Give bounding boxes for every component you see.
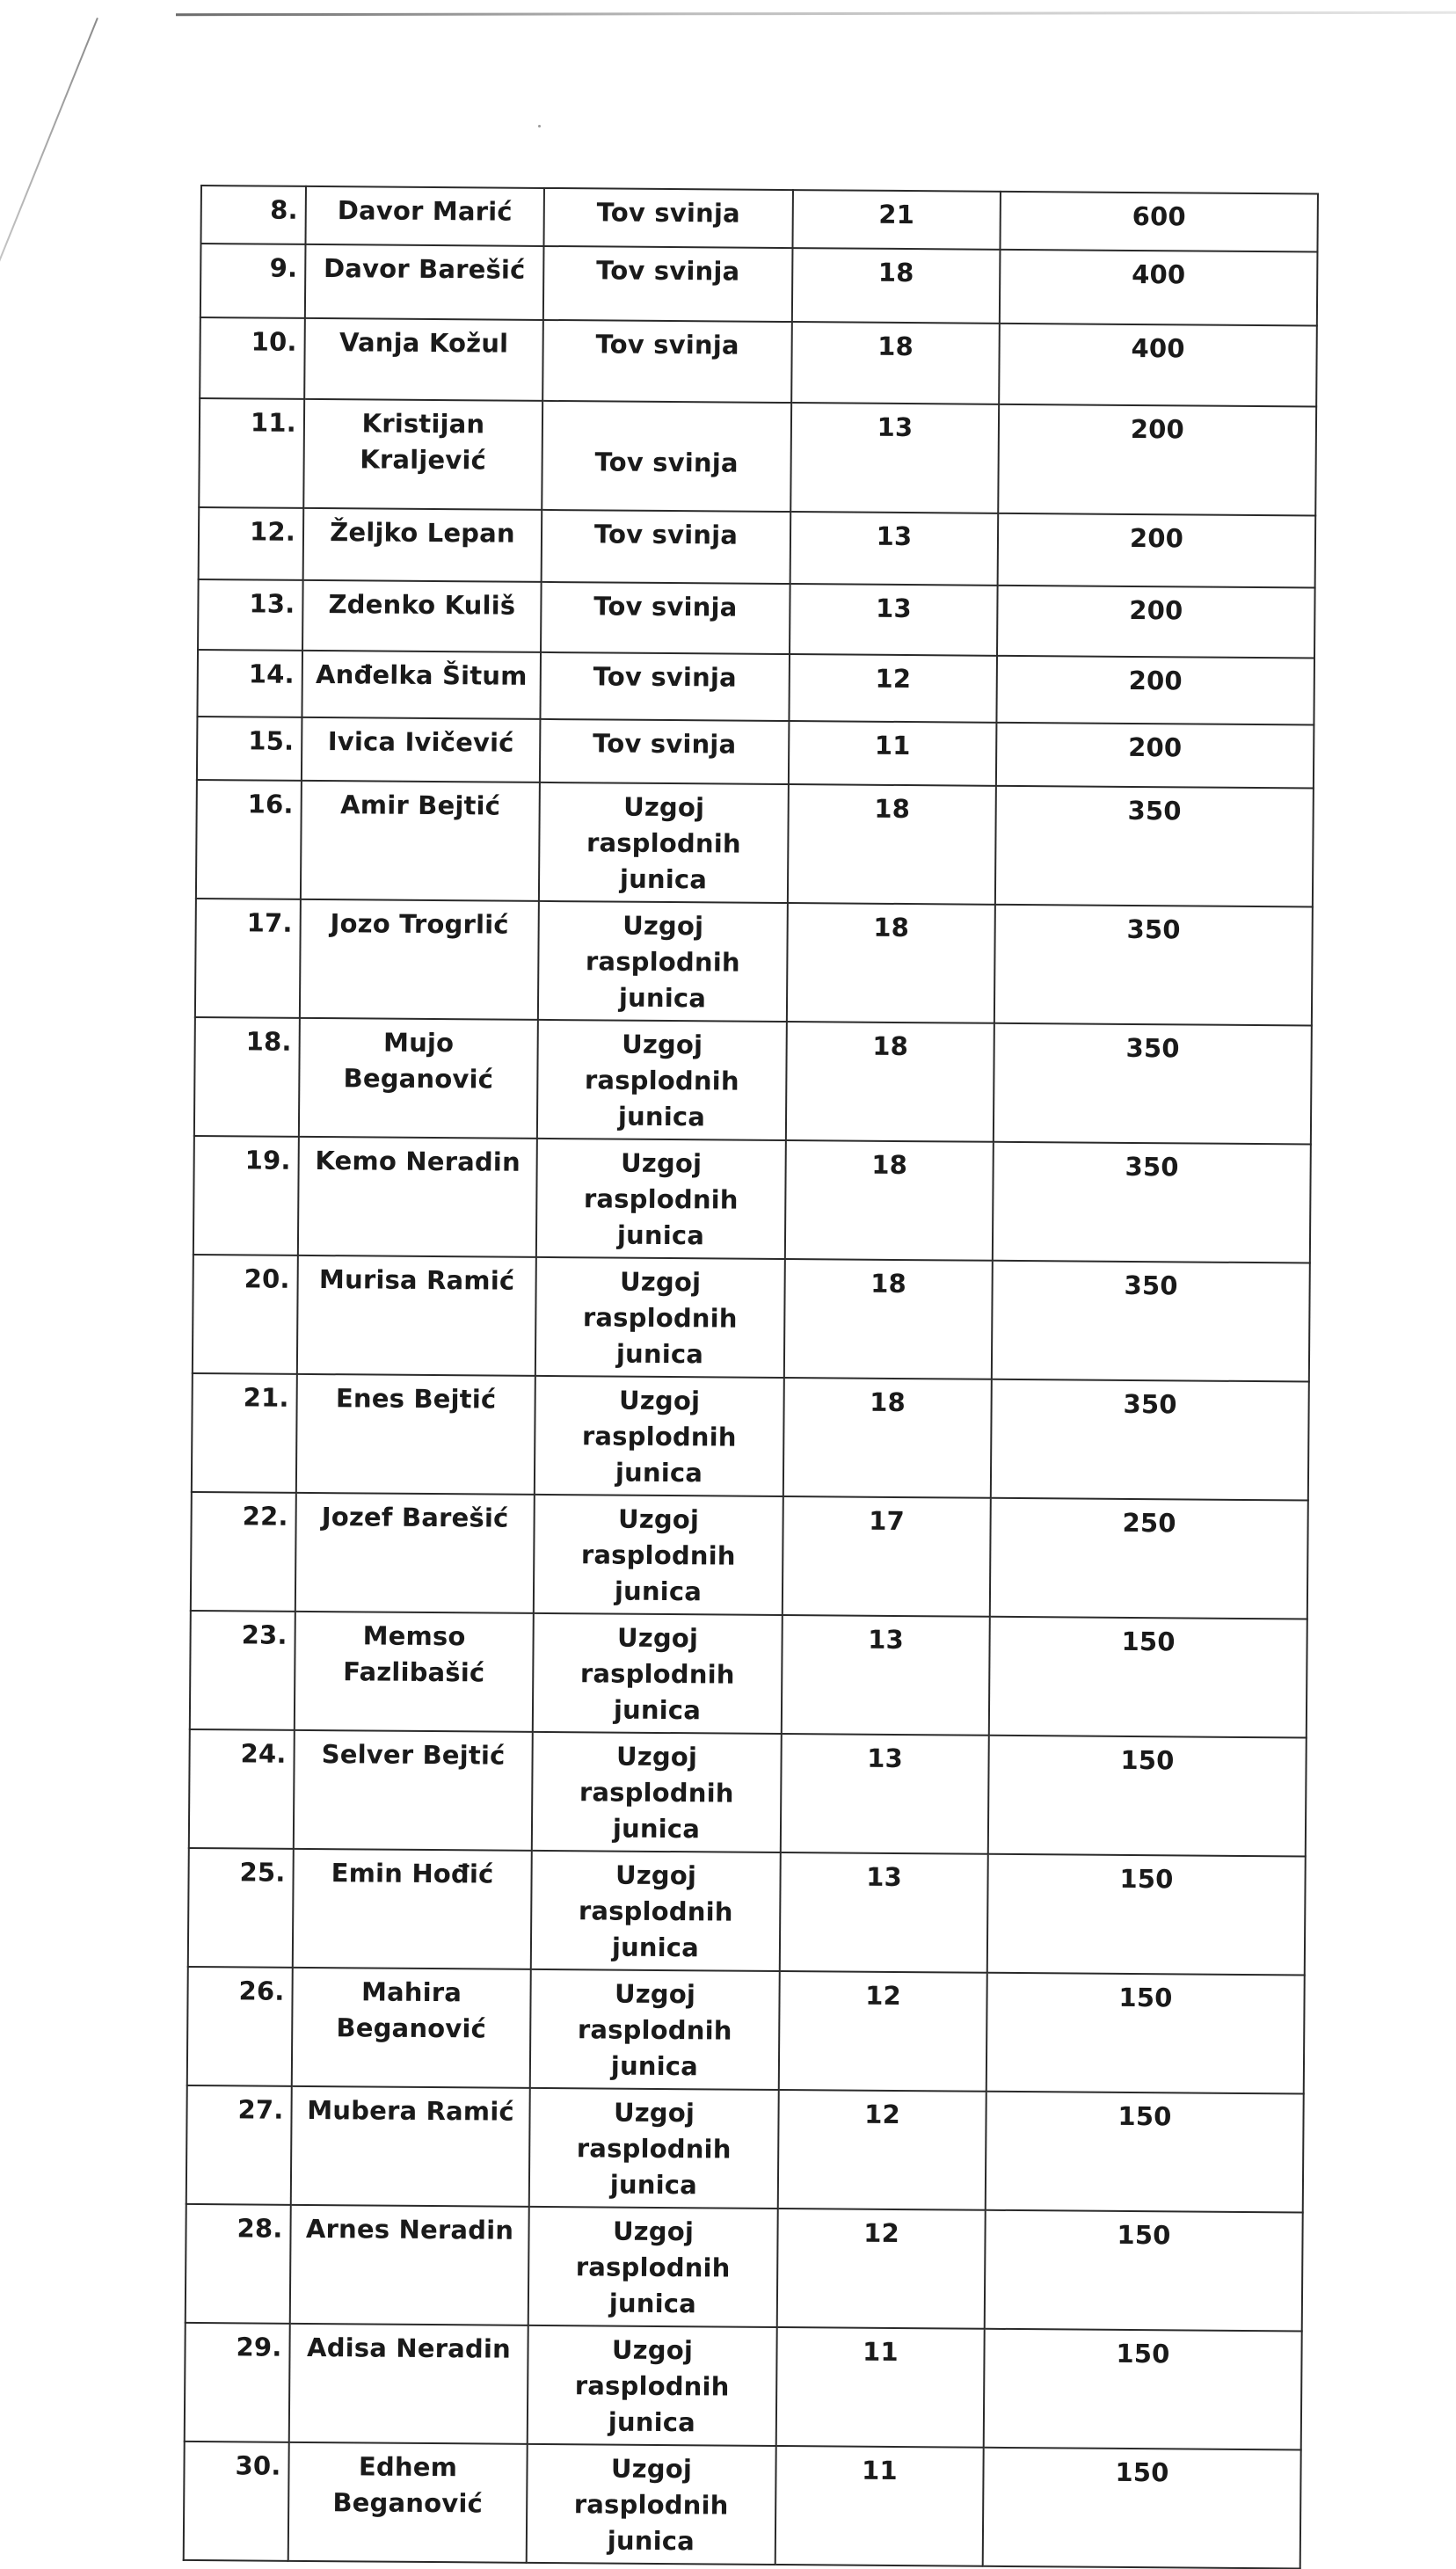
scan-speck xyxy=(538,125,541,127)
row-name: Amir Bejtić xyxy=(301,781,540,901)
row-name: Adisa Neradin xyxy=(289,2324,528,2444)
row-value-b: 150 xyxy=(984,2329,1302,2450)
row-value-a: 18 xyxy=(785,1140,994,1261)
row-activity: Tov svinja xyxy=(541,582,790,654)
row-activity: Uzgoj rasplodnih junica xyxy=(536,1139,786,1259)
row-activity: Uzgoj rasplodnih junica xyxy=(528,2325,777,2446)
row-activity: Tov svinja xyxy=(540,719,790,784)
row-number: 26. xyxy=(187,1967,293,2086)
table-row xyxy=(198,579,1315,659)
row-activity: Uzgoj rasplodnih junica xyxy=(534,1495,783,1615)
row-value-a: 18 xyxy=(783,1378,992,1498)
row-activity: Tov svinja xyxy=(542,510,791,584)
row-activity: Uzgoj rasplodnih junica xyxy=(535,1257,785,1378)
row-number: 12. xyxy=(199,507,304,580)
table-row xyxy=(187,1967,1305,2094)
beneficiary-table xyxy=(183,185,1319,2569)
row-value-a: 17 xyxy=(783,1496,991,1617)
row-activity: Tov svinja xyxy=(543,246,793,322)
row-value-b: 150 xyxy=(989,1617,1307,1738)
row-activity: Tov svinja xyxy=(540,652,790,721)
row-number: 11. xyxy=(199,398,304,508)
row-value-b: 150 xyxy=(988,1736,1307,1857)
row-name: Arnes Neradin xyxy=(290,2205,529,2325)
table-row xyxy=(185,2323,1302,2450)
row-name: Mujo Beganović xyxy=(299,1018,538,1139)
row-name: Jozo Trogrlić xyxy=(300,899,539,1020)
row-number: 18. xyxy=(194,1017,300,1137)
row-name: Mubera Ramić xyxy=(291,2086,530,2207)
table-row xyxy=(186,2085,1304,2213)
row-number: 15. xyxy=(197,717,302,781)
row-value-a: 13 xyxy=(790,512,999,586)
row-value-b: 200 xyxy=(997,586,1315,659)
table-row xyxy=(194,1017,1312,1145)
row-name: Kristijan Kraljević xyxy=(303,399,542,510)
table-row xyxy=(196,780,1314,907)
row-name: Murisa Ramić xyxy=(297,1255,536,1376)
row-value-b: 200 xyxy=(996,723,1314,789)
row-name: Ivica Ivičević xyxy=(302,717,541,782)
row-name: Emin Hođić xyxy=(293,1849,532,1969)
row-value-a: 21 xyxy=(792,190,1000,250)
row-name: Kemo Neradin xyxy=(298,1137,537,1257)
row-number: 25. xyxy=(188,1848,294,1968)
table-row xyxy=(191,1492,1308,1619)
row-value-a: 11 xyxy=(776,2327,985,2448)
row-value-a: 13 xyxy=(780,1852,988,1973)
row-value-a: 13 xyxy=(790,403,999,513)
row-value-a: 11 xyxy=(775,2446,984,2566)
row-number: 22. xyxy=(191,1492,296,1612)
table-row xyxy=(197,650,1314,725)
row-number: 20. xyxy=(193,1255,298,1374)
row-name: Jozef Barešić xyxy=(295,1493,535,1613)
row-value-a: 18 xyxy=(791,322,1000,404)
table-row xyxy=(189,1729,1307,1857)
row-value-b: 200 xyxy=(996,656,1314,725)
row-value-a: 13 xyxy=(781,1734,989,1854)
row-value-b: 350 xyxy=(994,905,1313,1026)
row-value-a: 18 xyxy=(786,1022,994,1142)
row-value-a: 13 xyxy=(790,584,998,656)
row-name: Memso Fazlibašić xyxy=(295,1612,534,1732)
table-row xyxy=(200,186,1317,252)
row-activity: Uzgoj rasplodnih junica xyxy=(538,901,788,1022)
row-value-b: 350 xyxy=(995,786,1314,907)
row-name: Mahira Beganović xyxy=(292,1968,531,2088)
row-name: Davor Marić xyxy=(305,186,543,246)
row-activity: Uzgoj rasplodnih junica xyxy=(528,2207,778,2327)
row-value-a: 18 xyxy=(784,1259,993,1379)
row-number: 21. xyxy=(192,1373,297,1493)
row-number: 17. xyxy=(195,899,301,1018)
row-number: 16. xyxy=(196,780,302,899)
table-row xyxy=(200,317,1317,407)
scan-edge-top xyxy=(176,11,1456,17)
row-number: 19. xyxy=(193,1136,299,1255)
row-name: Anđelka Šitum xyxy=(302,651,541,719)
table-row xyxy=(193,1136,1311,1263)
row-activity: Uzgoj rasplodnih junica xyxy=(532,1732,782,1852)
row-activity: Tov svinja xyxy=(542,401,791,512)
row-activity: Uzgoj rasplodnih junica xyxy=(531,1851,781,1971)
row-name: Davor Barešić xyxy=(305,244,544,320)
row-value-b: 200 xyxy=(998,513,1316,588)
scan-edge-left xyxy=(0,18,98,345)
row-name: Edhem Beganović xyxy=(288,2442,528,2563)
row-activity: Uzgoj rasplodnih junica xyxy=(537,1020,787,1140)
row-name: Enes Bejtić xyxy=(296,1374,535,1495)
row-value-a: 12 xyxy=(779,1971,987,2092)
table-row xyxy=(188,1848,1306,1976)
row-value-a: 11 xyxy=(789,721,997,786)
row-number: 27. xyxy=(186,2085,292,2205)
row-value-a: 18 xyxy=(788,784,996,905)
row-value-a: 12 xyxy=(789,654,997,723)
row-value-b: 150 xyxy=(986,1973,1305,2094)
row-value-b: 350 xyxy=(991,1379,1309,1501)
row-activity: Uzgoj rasplodnih junica xyxy=(535,1376,784,1496)
row-number: 30. xyxy=(184,2442,289,2561)
table-row xyxy=(199,398,1316,516)
table-row xyxy=(193,1255,1310,1382)
row-name: Selver Bejtić xyxy=(294,1730,533,1851)
row-number: 28. xyxy=(186,2204,291,2324)
row-value-b: 150 xyxy=(983,2448,1301,2569)
row-number: 23. xyxy=(190,1611,295,1730)
table-row xyxy=(192,1373,1309,1501)
table-row xyxy=(199,507,1316,588)
row-activity: Uzgoj rasplodnih junica xyxy=(533,1613,783,1734)
table-row xyxy=(184,2442,1301,2569)
row-value-a: 18 xyxy=(787,903,995,1023)
row-number: 14. xyxy=(197,650,302,717)
row-name: Željko Lepan xyxy=(303,508,542,582)
row-activity: Tov svinja xyxy=(543,188,792,248)
row-value-b: 200 xyxy=(998,404,1316,516)
row-value-b: 150 xyxy=(987,1854,1306,1976)
table-row xyxy=(186,2204,1303,2332)
row-name: Zdenko Kuliš xyxy=(302,580,542,652)
row-number: 8. xyxy=(200,186,305,244)
row-number: 24. xyxy=(189,1729,295,1849)
row-number: 9. xyxy=(200,244,306,318)
row-value-b: 350 xyxy=(992,1261,1310,1382)
row-name: Vanja Kožul xyxy=(304,318,543,401)
row-value-b: 400 xyxy=(999,324,1317,407)
row-number: 29. xyxy=(185,2323,290,2442)
row-value-b: 350 xyxy=(994,1023,1312,1145)
row-value-b: 350 xyxy=(993,1142,1311,1263)
row-value-a: 12 xyxy=(777,2209,986,2329)
row-number: 10. xyxy=(200,317,305,399)
row-activity: Tov svinja xyxy=(542,320,792,403)
row-value-b: 150 xyxy=(986,2092,1304,2213)
row-value-b: 400 xyxy=(1000,250,1318,326)
table-row xyxy=(197,717,1314,789)
row-activity: Uzgoj rasplodnih junica xyxy=(527,2444,776,2565)
row-value-a: 13 xyxy=(782,1615,990,1736)
row-value-b: 150 xyxy=(985,2210,1303,2332)
row-value-a: 18 xyxy=(792,248,1001,324)
table-row xyxy=(200,244,1318,326)
row-value-b: 600 xyxy=(1000,192,1317,252)
row-activity: Uzgoj rasplodnih junica xyxy=(539,782,789,903)
row-activity: Uzgoj rasplodnih junica xyxy=(529,2088,779,2209)
table-row xyxy=(195,899,1313,1026)
row-number: 13. xyxy=(198,579,303,651)
row-value-b: 250 xyxy=(990,1498,1308,1619)
row-value-a: 12 xyxy=(778,2090,986,2210)
row-activity: Uzgoj rasplodnih junica xyxy=(530,1969,780,2090)
table-row xyxy=(190,1611,1307,1738)
